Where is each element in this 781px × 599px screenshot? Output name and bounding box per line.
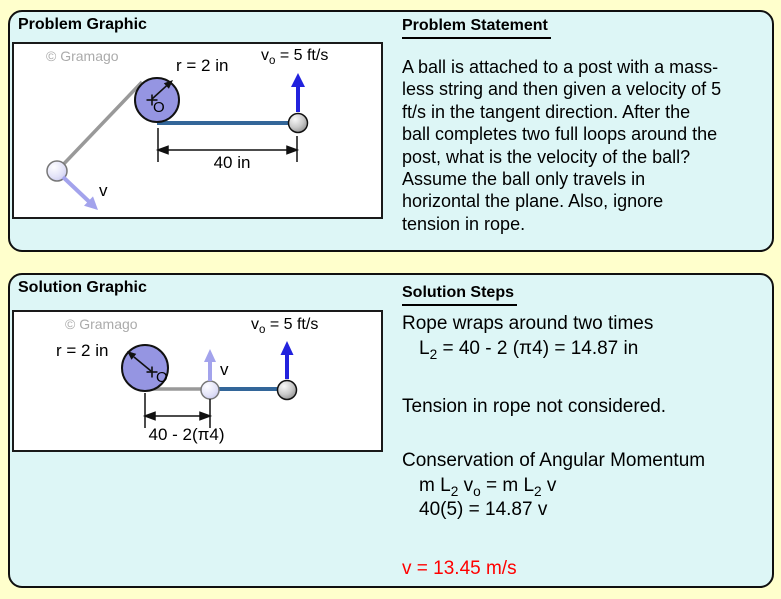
velocity-label: v <box>220 360 229 379</box>
radius-label: r = 2 in <box>176 56 229 75</box>
step-numeric-equation: 40(5) = 14.87 v <box>419 499 548 520</box>
problem-statement-title: Problem Statement <box>402 17 551 39</box>
result-value: v = 13.45 m/s <box>402 558 517 579</box>
initial-velocity-arrow <box>281 341 294 379</box>
dimension-label: 40 - 2(π4) <box>148 425 225 444</box>
statement-line: tension in rope. <box>402 213 526 234</box>
problem-graphic-title: Problem Graphic <box>18 16 147 33</box>
dimension-label: 40 in <box>213 153 251 172</box>
center-label: O <box>153 99 165 116</box>
velocity-arrow <box>204 349 216 381</box>
velocity-arrow <box>63 177 98 210</box>
statement-line: Assume the ball only travels in <box>402 169 646 190</box>
solution-steps-title: Solution Steps <box>402 284 517 306</box>
watermark: © Gramago <box>65 316 138 332</box>
statement-line: less string and then given a velocity of 5 <box>402 79 722 100</box>
initial-velocity-arrow <box>291 73 305 112</box>
statement-line: post, what is the velocity of the ball? <box>402 146 691 167</box>
problem-statement-text <box>402 56 774 235</box>
step-momentum-equation: m $L_2$ $v_o = m$ $L_2$ v <box>419 475 557 499</box>
ball-final <box>201 381 219 399</box>
solution-diagram-box <box>12 310 383 452</box>
velocity-label: v <box>99 181 108 200</box>
step-conservation: Conservation of Angular Momentum <box>402 450 706 471</box>
problem-panel <box>8 10 774 252</box>
tangent-rope-line <box>57 82 142 171</box>
step-length-equation: $L_2 = 40 - 2$ (π4) = 14.87 in <box>419 338 639 362</box>
ball <box>289 114 308 133</box>
initial-velocity-label: $v_o = 5$ ft/s <box>261 47 329 68</box>
statement-line: A ball is attached to a post with a mass- <box>402 57 719 77</box>
statement-line: ball completes two full loops around the <box>402 124 718 145</box>
problem-diagram-box <box>12 42 383 219</box>
step-rope-wraps: Rope wraps around two times <box>402 313 654 334</box>
step-tension-note: Tension in rope not considered. <box>402 396 667 417</box>
dimension-lines <box>145 393 210 428</box>
ball <box>278 381 297 400</box>
initial-velocity-label: $v_o = 5$ ft/s <box>251 316 319 337</box>
statement-line: horizontal the plane. Also, ignore <box>402 191 664 212</box>
watermark: © Gramago <box>46 48 119 64</box>
radius-label: r = 2 in <box>56 341 109 360</box>
statement-line: ft/s in the tangent direction. After the <box>402 101 691 122</box>
solution-panel <box>8 273 774 588</box>
solution-graphic-title: Solution Graphic <box>18 279 147 296</box>
center-label: O <box>156 369 168 386</box>
